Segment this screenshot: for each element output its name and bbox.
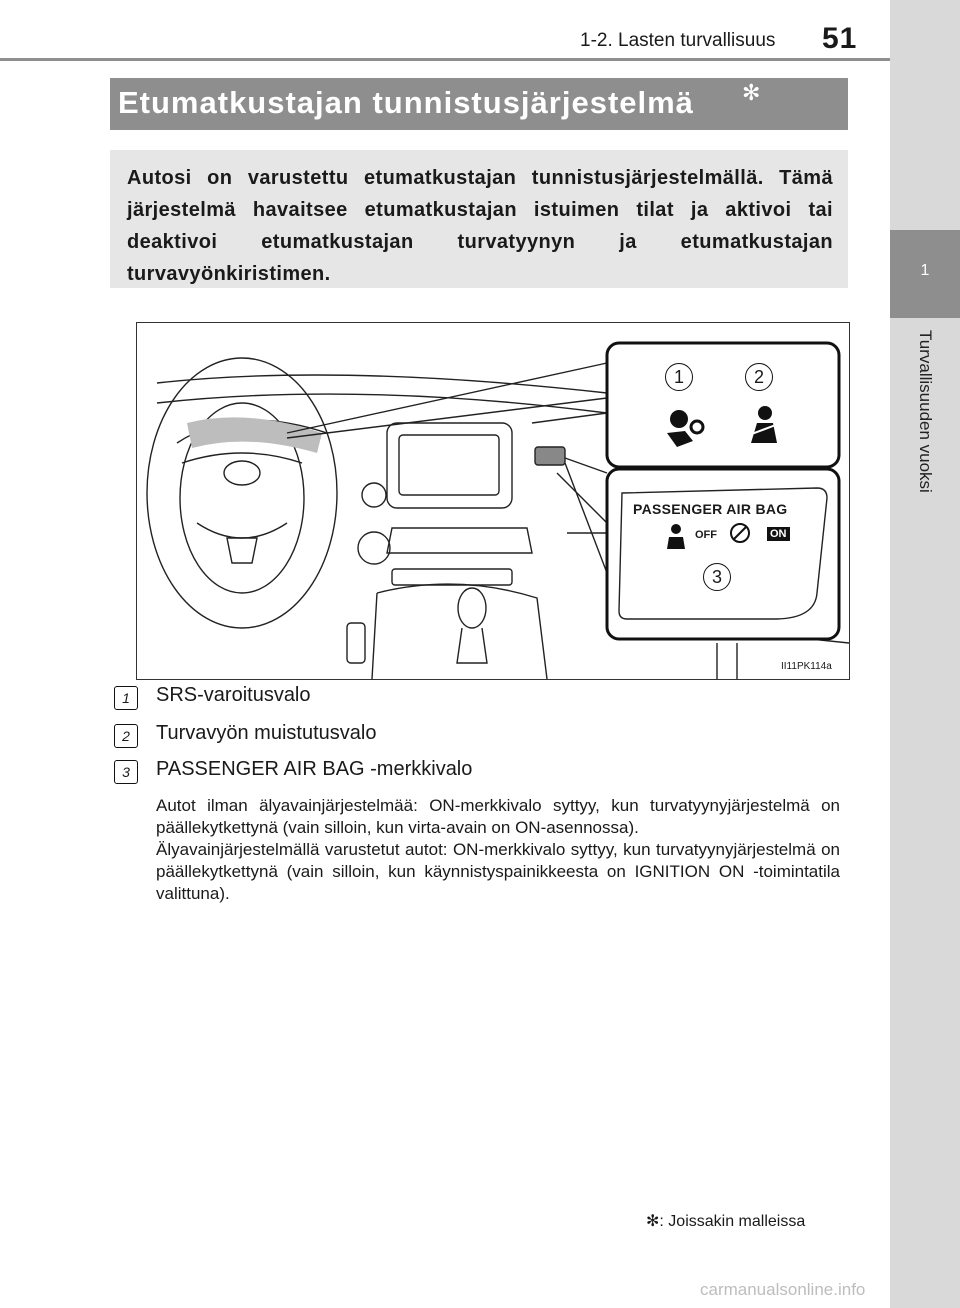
item-label: SRS-varoitusvalo (156, 684, 311, 706)
intro-text: Autosi on varustettu etumatkustajan tunnistusjärjestelmällä. Tämä järjestelmä havaitsee etumatkustajan istuimen tilat ja aktivoi tai deaktivoi etumatkustajan turvatyynyn ja etumatkustajan turvavyönkiristimen. (127, 167, 833, 285)
item-label: Turvavyön muistutusvalo (156, 722, 377, 744)
callout-3: 3 (703, 563, 731, 591)
section-heading-bar (110, 78, 848, 130)
item-number: 3 (114, 760, 138, 784)
callout-2: 2 (745, 363, 773, 391)
passenger-air-bag-label: PASSENGER AIR BAG (633, 501, 788, 517)
on-badge: ON (767, 527, 790, 541)
chapter-number: 1 (920, 262, 930, 279)
item-label: PASSENGER AIR BAG -merkkivalo (156, 758, 473, 780)
item-number: 1 (114, 686, 138, 710)
callout-1: 1 (665, 363, 693, 391)
description-paragraph: Älyavainjärjestelmällä varustetut autot: ON-merkkivalo syttyy, kun turvatyynyjärjestelmä on päällekytkettynä (vain silloin, kun käynnistyspainikkeesta on IGNITION ON -toimintatila valittuna). (156, 840, 840, 903)
dashboard-illustration (136, 322, 850, 680)
section-title: 1-2. Lasten turvallisuus (580, 30, 776, 51)
footnote: ✻: Joissakin malleissa (646, 1213, 806, 1230)
item-number: 2 (114, 724, 138, 748)
watermark: carmanualsonline.info (700, 1280, 866, 1299)
description (156, 795, 840, 905)
header-rule (0, 58, 890, 61)
description-paragraph: Autot ilman älyavainjärjestelmää: ON-merkkivalo syttyy, kun turvatyynyjärjestelmä on päällekytkettynä (vain silloin, kun virta-avain on ON-asennossa). (156, 796, 840, 837)
chapter-tab[interactable] (890, 0, 960, 1308)
intro-box (110, 150, 848, 288)
chapter-title: Turvallisuuden vuoksi (916, 330, 935, 493)
asterisk-marker: ✻ (742, 80, 761, 105)
page-number: 51 (822, 22, 858, 55)
section-heading: Etumatkustajan tunnistusjärjestelmä (118, 85, 694, 120)
figure-code: II11PK114a (781, 661, 832, 672)
off-label: OFF (695, 529, 717, 541)
